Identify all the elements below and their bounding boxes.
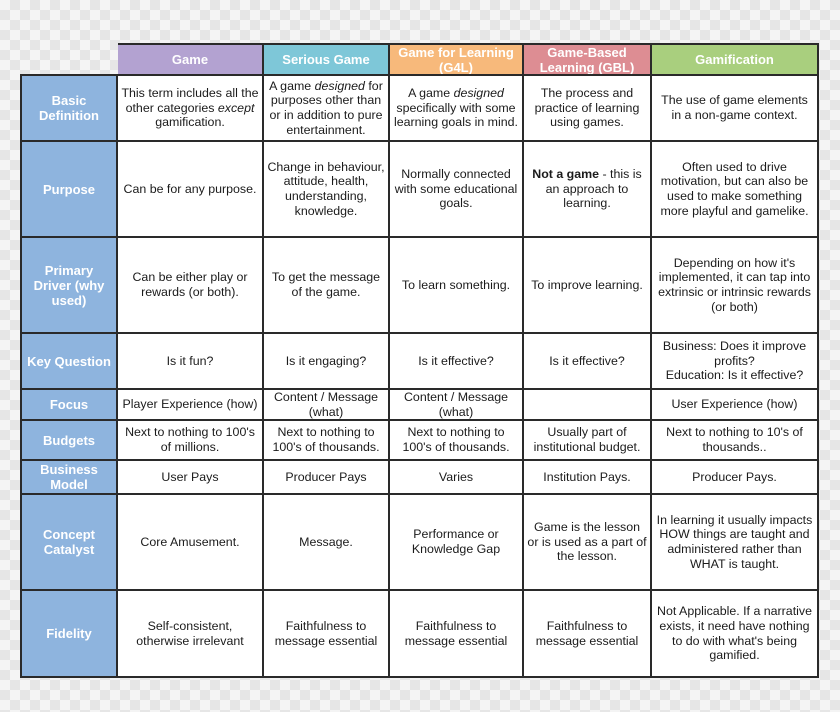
primary-driver-g4l: To learn something. <box>390 238 524 334</box>
primary-driver-gamification: Depending on how it's implemented, it can tap into extrinsic or intrinsic rewards (or both) <box>652 238 819 334</box>
basic-definition-g4l: A game designed specifically with some learning goals in mind. <box>390 76 524 142</box>
concept-catalyst-g4l: Performance or Knowledge Gap <box>390 495 524 591</box>
key-question-game: Is it fun? <box>118 334 264 390</box>
concept-catalyst-serious-game: Message. <box>264 495 390 591</box>
key-question-g4l: Is it effective? <box>390 334 524 390</box>
focus-gamification: User Experience (how) <box>652 390 819 421</box>
business-model-serious-game: Producer Pays <box>264 461 390 495</box>
fidelity-gamification: Not Applicable. If a narrative exists, it need have nothing to do with what's being gamified. <box>652 591 819 678</box>
column-header-game-based-learning: Game-Based Learning (GBL) <box>524 43 652 76</box>
primary-driver-serious-game: To get the message of the game. <box>264 238 390 334</box>
budgets-g4l: Next to nothing to 100's of thousands. <box>390 421 524 461</box>
row-header-basic-definition: Basic Definition <box>20 76 118 142</box>
row-header-budgets: Budgets <box>20 421 118 461</box>
focus-gbl <box>524 390 652 421</box>
column-header-game-for-learning: Game for Learning (G4L) <box>390 43 524 76</box>
key-question-gamification: Business: Does it improve profits? Education: Is it effective? <box>652 334 819 390</box>
row-header-concept-catalyst: Concept Catalyst <box>20 495 118 591</box>
basic-definition-gamification: The use of game elements in a non-game context. <box>652 76 819 142</box>
basic-definition-serious-game: A game designed for purposes other than or in addition to pure entertainment. <box>264 76 390 142</box>
row-header-business-model: Business Model <box>20 461 118 495</box>
purpose-game: Can be for any purpose. <box>118 142 264 238</box>
budgets-gamification: Next to nothing to 10's of thousands.. <box>652 421 819 461</box>
concept-catalyst-game: Core Amusement. <box>118 495 264 591</box>
budgets-game: Next to nothing to 100's of millions. <box>118 421 264 461</box>
business-model-gbl: Institution Pays. <box>524 461 652 495</box>
focus-game: Player Experience (how) <box>118 390 264 421</box>
row-header-purpose: Purpose <box>20 142 118 238</box>
purpose-gbl: Not a game - this is an approach to learning. <box>524 142 652 238</box>
focus-serious-game: Content / Message (what) <box>264 390 390 421</box>
focus-g4l: Content / Message (what) <box>390 390 524 421</box>
business-model-g4l: Varies <box>390 461 524 495</box>
key-question-gbl: Is it effective? <box>524 334 652 390</box>
basic-definition-game: This term includes all the other categories except gamification. <box>118 76 264 142</box>
budgets-serious-game: Next to nothing to 100's of thousands. <box>264 421 390 461</box>
concept-catalyst-gamification: In learning it usually impacts HOW things are taught and administered rather than WHAT is taught. <box>652 495 819 591</box>
column-header-serious-game: Serious Game <box>264 43 390 76</box>
row-header-focus: Focus <box>20 390 118 421</box>
purpose-serious-game: Change in behaviour, attitude, health, understanding, knowledge. <box>264 142 390 238</box>
fidelity-gbl: Faithfulness to message essential <box>524 591 652 678</box>
fidelity-g4l: Faithfulness to message essential <box>390 591 524 678</box>
row-header-fidelity: Fidelity <box>20 591 118 678</box>
fidelity-serious-game: Faithfulness to message essential <box>264 591 390 678</box>
row-header-primary-driver: Primary Driver (why used) <box>20 238 118 334</box>
basic-definition-gbl: The process and practice of learning using games. <box>524 76 652 142</box>
primary-driver-gbl: To improve learning. <box>524 238 652 334</box>
column-header-gamification: Gamification <box>652 43 819 76</box>
comparison-table <box>20 43 819 680</box>
business-model-gamification: Producer Pays. <box>652 461 819 495</box>
primary-driver-game: Can be either play or rewards (or both). <box>118 238 264 334</box>
purpose-gamification: Often used to drive motivation, but can also be used to make something more playful and gamelike. <box>652 142 819 238</box>
concept-catalyst-gbl: Game is the lesson or is used as a part of the lesson. <box>524 495 652 591</box>
key-question-serious-game: Is it engaging? <box>264 334 390 390</box>
row-header-key-question: Key Question <box>20 334 118 390</box>
fidelity-game: Self-consistent, otherwise irrelevant <box>118 591 264 678</box>
business-model-game: User Pays <box>118 461 264 495</box>
budgets-gbl: Usually part of institutional budget. <box>524 421 652 461</box>
column-header-game: Game <box>118 43 264 76</box>
corner-cell <box>20 43 118 76</box>
purpose-g4l: Normally connected with some educational goals. <box>390 142 524 238</box>
